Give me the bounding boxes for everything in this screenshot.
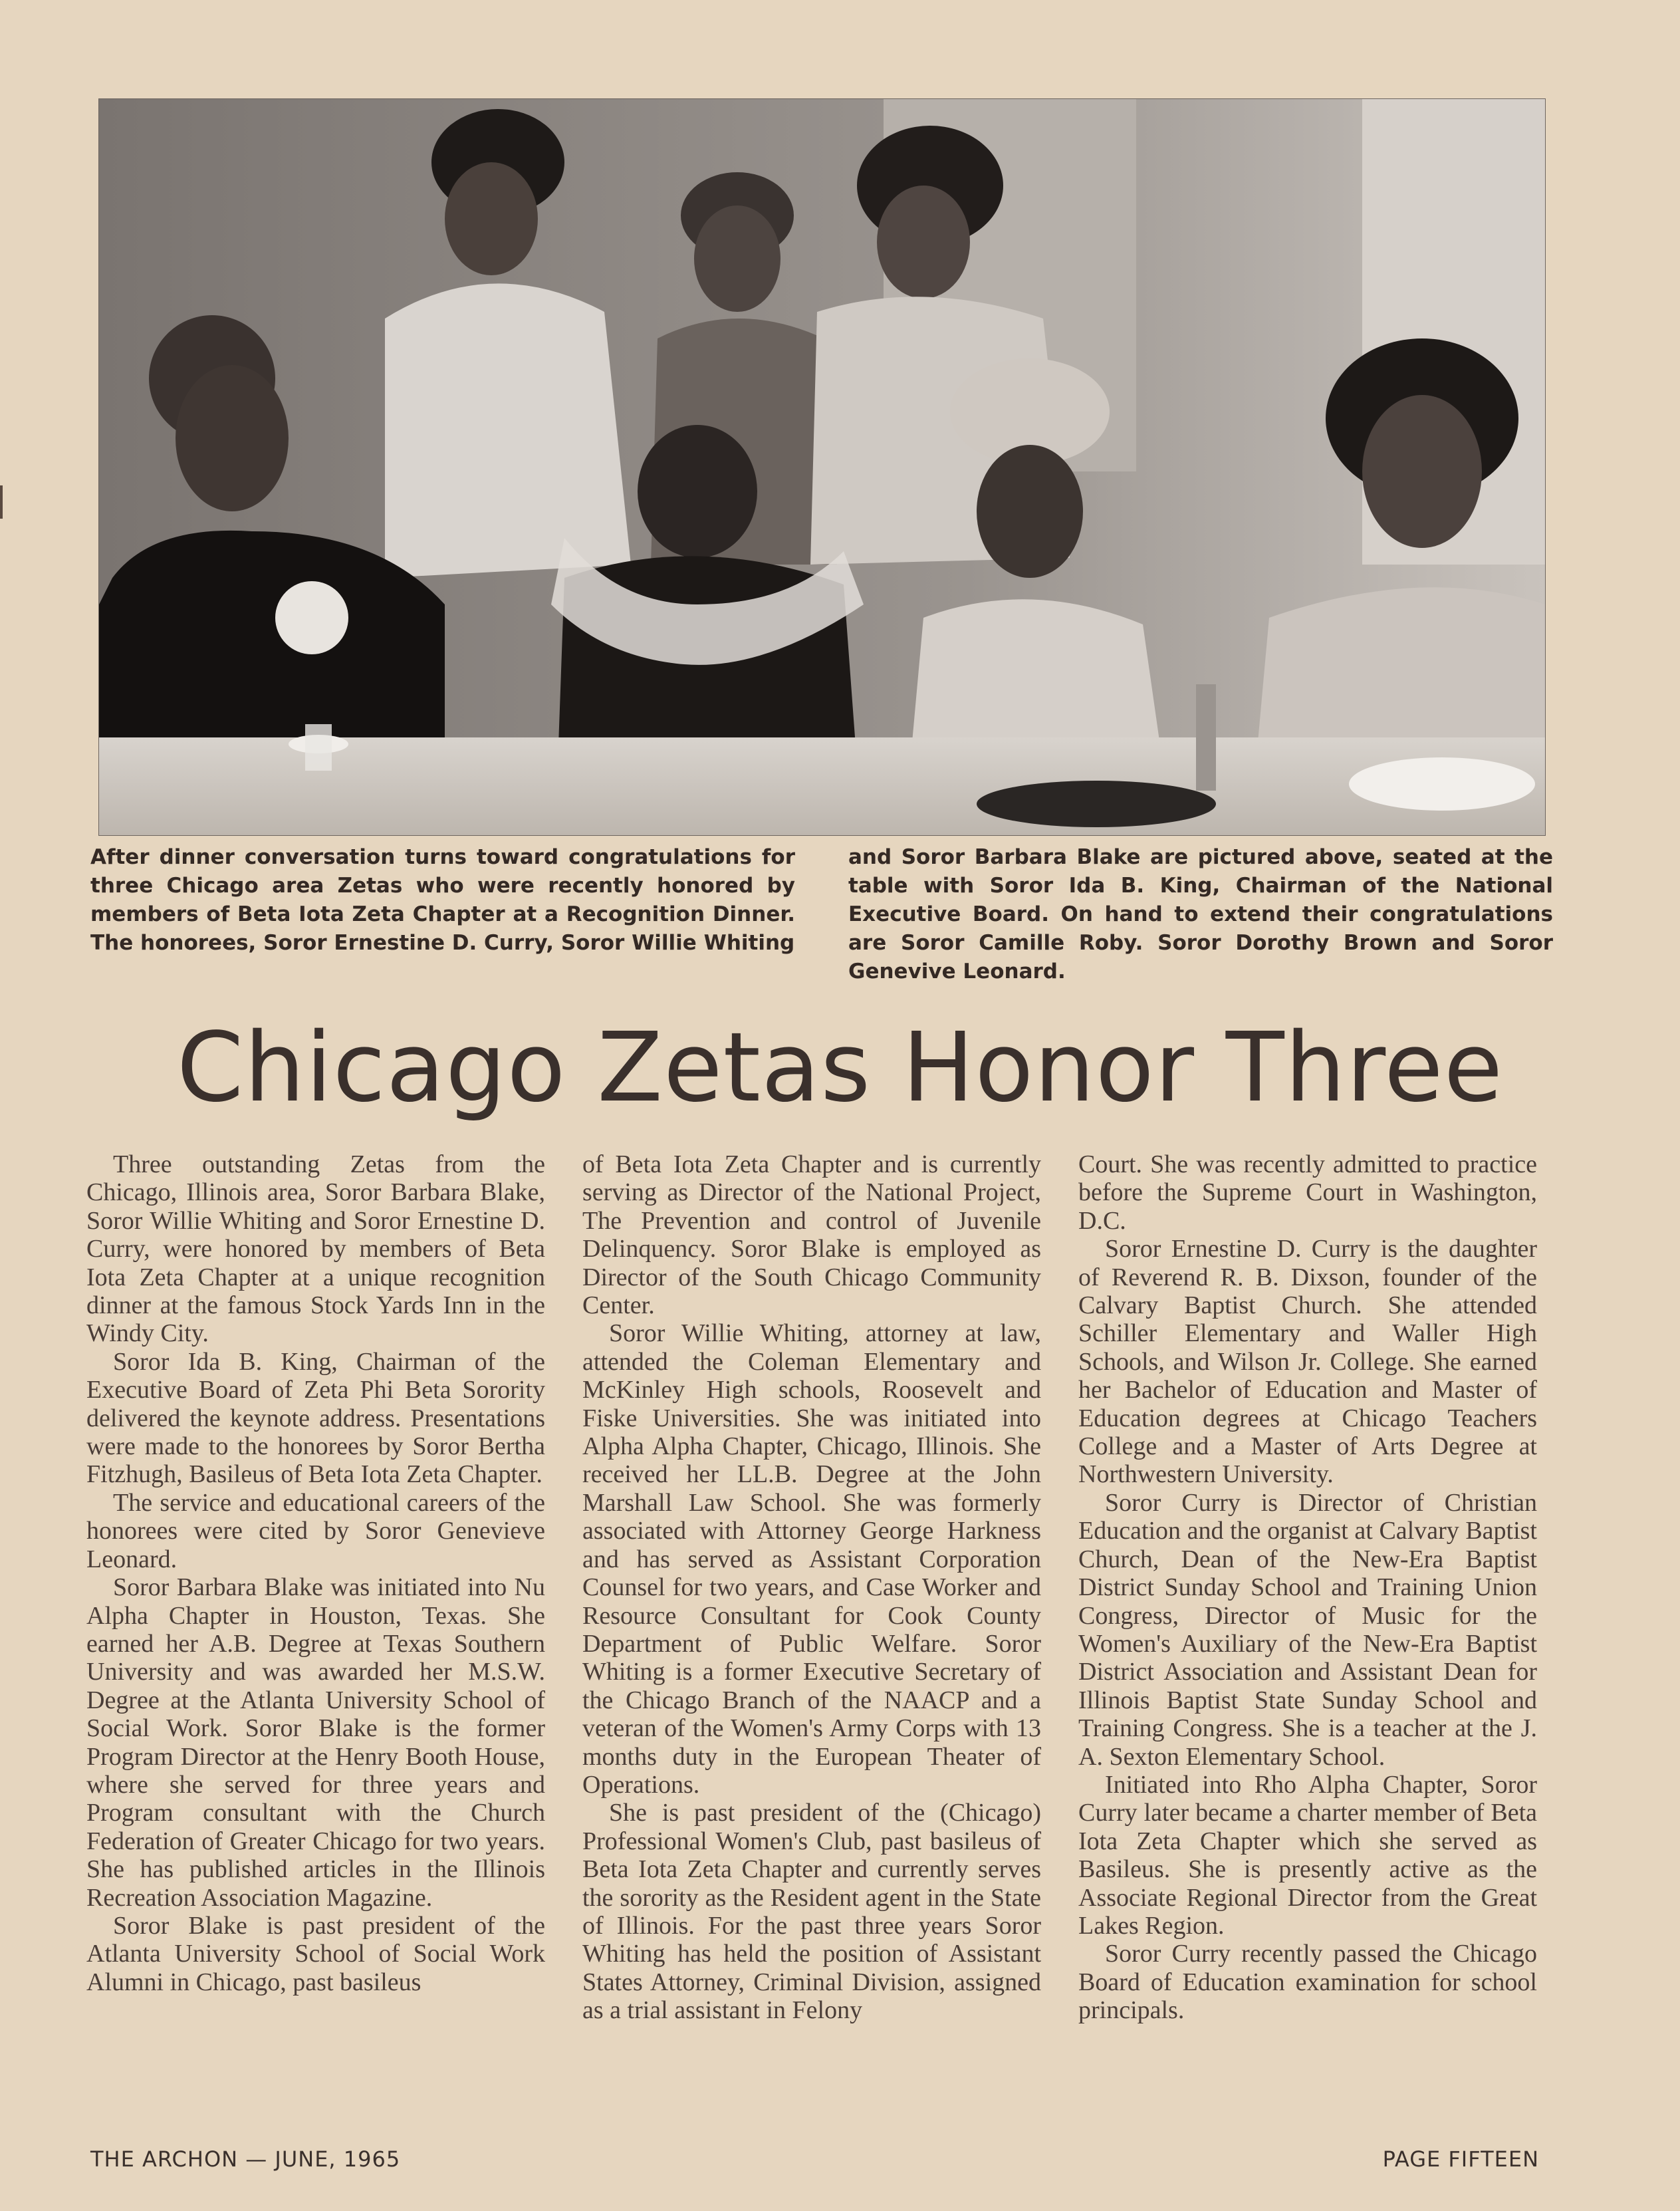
article-headline: Chicago Zetas Honor Three <box>176 1011 1504 1123</box>
paragraph: Soror Blake is past president of the Atlanta University School of Social Work Alumni in Chicago, past basileus <box>86 1911 545 1996</box>
article-column-1 <box>86 1150 545 1996</box>
footer-publication: THE ARCHON — JUNE, 1965 <box>90 2146 401 2172</box>
paragraph: The service and educational careers of the honorees were cited by Soror Genevieve Leonard. <box>86 1488 545 1573</box>
photo-caption-left: After dinner conversation turns toward congratulations for three Chicago area Zetas who were recently honored by members of Beta Iota Zeta Chapter at a Recognition Dinner. The honorees, Soror Ernestine D. Curry, Soror Willie Whiting <box>90 845 795 955</box>
page-edge-mark <box>0 485 3 519</box>
paragraph: Court. She was recently admitted to practice before the Supreme Court in Washington, D.C. <box>1078 1150 1537 1235</box>
banquet-photo <box>98 98 1546 836</box>
paragraph: She is past president of the (Chicago) Professional Women's Club, past basileus of Beta Iota Zeta Chapter and currently serves the sorority as the Resident agent in the State of Illinois. For the past three years Soror Whiting has held the position of Assistant States Attorney, Criminal Division, assigned as a trial assistant in Felony <box>582 1799 1041 2025</box>
paragraph: Three outstanding Zetas from the Chicago, Illinois area, Soror Barbara Blake, Soror Willie Whiting and Soror Ernestine D. Curry, were honored by members of Beta Iota Zeta Chapter at a unique recognition dinner at the famous Stock Yards Inn in the Windy City. <box>86 1150 545 1348</box>
article-column-2 <box>582 1150 1041 2025</box>
paragraph: Soror Ida B. King, Chairman of the Executive Board of Zeta Phi Beta Sorority delivered the keynote address. Presentations were made to the honorees by Soror Bertha Fitzhugh, Basileus of Beta Iota Zeta Chapter. <box>86 1347 545 1489</box>
footer-page-number: PAGE FIFTEEN <box>1382 2146 1539 2172</box>
paragraph: Soror Willie Whiting, attorney at law, attended the Coleman Elementary and McKinley High schools, Roosevelt and Fiske Universities. She was initiated into Alpha Alpha Chapter, Chicago, Illinois. She received her LL.B. Degree at the John Marshall Law School. She was formerly associated with Attorney George Harkness and has served as Assistant Corporation Counsel for two years, and Case Worker and Resource Consultant for Cook County Department of Public Welfare. Soror Whiting is a former Executive Secretary of the Chicago Branch of the NAACP and a veteran of the Women's Army Corps with 13 months duty in the European Theater of Operations. <box>582 1319 1041 1799</box>
article-column-3 <box>1078 1150 1537 2025</box>
paragraph: Soror Curry recently passed the Chicago Board of Education examination for school principals. <box>1078 1940 1537 2025</box>
paragraph: Soror Curry is Director of Christian Education and the organist at Calvary Baptist Church, Dean of the New-Era Baptist District Sunday School and Training Union Congress, Director of Music for the Women's Auxiliary of the New-Era Baptist District Association and Assistant Dean for Illinois Baptist State Sunday School and Training Congress. She is a teacher at the J. A. Sexton Elementary School. <box>1078 1488 1537 1771</box>
photo-caption-right: and Soror Barbara Blake are pictured above, seated at the table with Soror Ida B. King, Chairman of the National Executive Board. On hand to extend their congratulations are Soror Camille Roby. Soror Dorothy Brown and Soror Genevive Leonard. <box>848 845 1553 983</box>
banquet-photo-illustration <box>99 99 1545 835</box>
paragraph: Soror Ernestine D. Curry is the daughter of Reverend R. B. Dixson, founder of the Calvary Baptist Church. She attended Schiller Elementary and Waller High Schools, and Wilson Jr. College. She earned her Bachelor of Education and Master of Education degrees at Chicago Teachers College and a Master of Arts Degree at Northwestern University. <box>1078 1235 1537 1489</box>
paragraph: Initiated into Rho Alpha Chapter, Soror Curry later became a charter member of Beta Iota Zeta Chapter which she served as Basileus. She is presently active as the Associate Regional Director from the Great Lakes Region. <box>1078 1770 1537 1940</box>
paragraph: Soror Barbara Blake was initiated into Nu Alpha Chapter in Houston, Texas. She earned her A.B. Degree at Texas Southern University and was awarded her M.S.W. Degree at the Atlanta University School of Social Work. Soror Blake is the former Program Director at the Henry Booth House, where she served for three years and Program consultant with the Church Federation of Greater Chicago for two years. She has published articles in the Illinois Recreation Association Magazine. <box>86 1573 545 1912</box>
paragraph: of Beta Iota Zeta Chapter and is currently serving as Director of the National Project, The Prevention and control of Juvenile Delinquency. Soror Blake is employed as Director of the South Chicago Community Center. <box>582 1150 1041 1320</box>
